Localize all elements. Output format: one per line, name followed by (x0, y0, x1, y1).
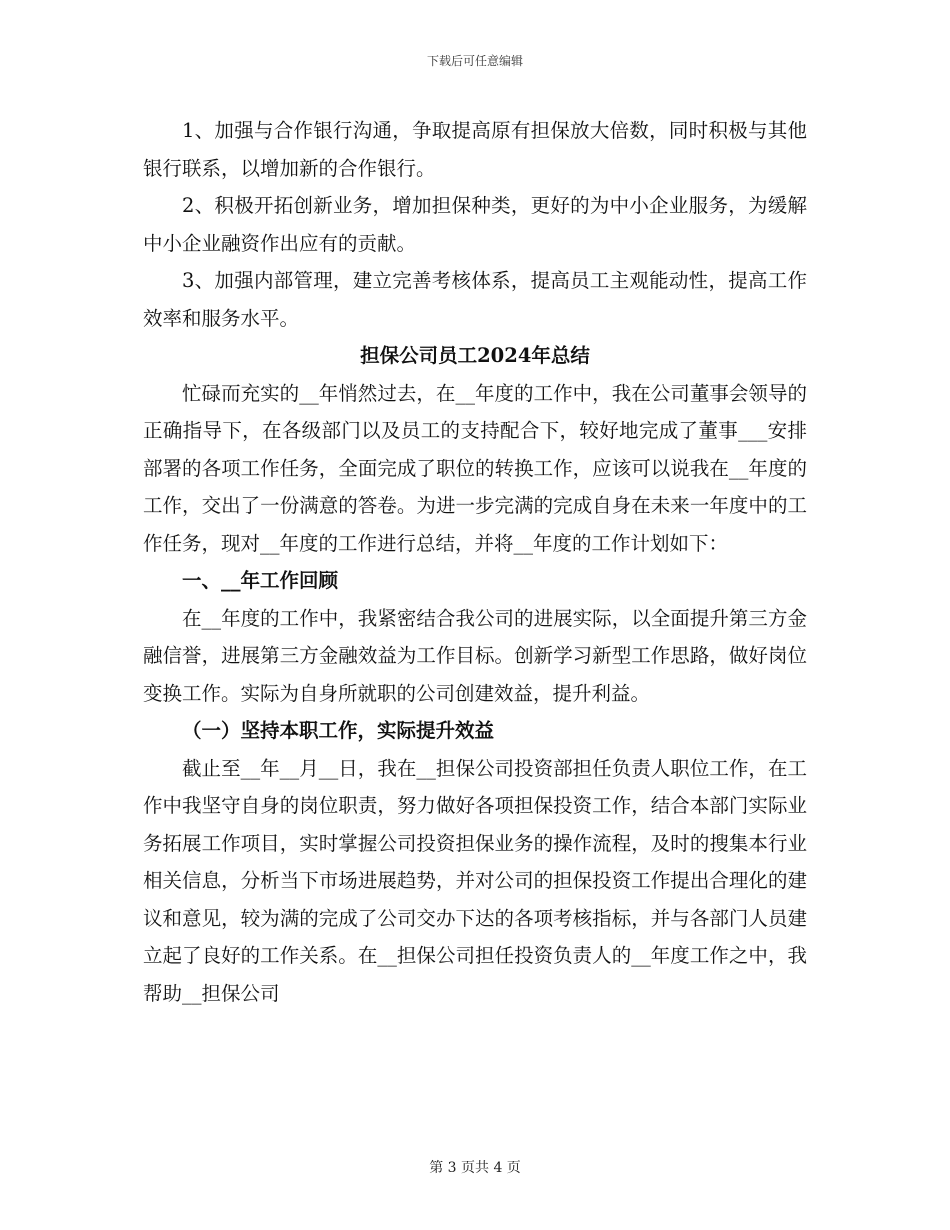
paragraph-item-1: 1、加强与合作银行沟通，争取提高原有担保放大倍数，同时积极与其他银行联系，以增加新的合作银行。 (143, 119, 807, 180)
section-title: 担保公司员工2024年总结 (360, 344, 590, 367)
paragraph-item-2: 2、积极开拓创新业务，增加担保种类，更好的为中小企业服务，为缓解中小企业融资作出应有的贡献。 (143, 194, 807, 255)
page-header: 下载后可任意编辑 (426, 54, 523, 68)
heading-subsection-1: （一）坚持本职工作，实际提升效益 (182, 719, 495, 742)
paragraph-intro: 忙碌而充实的__年悄然过去，在__年度的工作中，我在公司董事会领导的正确指导下，在各级部门以及员工的支持配合下，较好地完成了董事___安排部署的各项工作任务，全面完成了职位的转换工作，应该可以说我在__年度的工作，交出了一份满意的答卷。为进一步完满的完成自身在未来一年度中的工作任务，现对__年度的工作进行总结，并将__年度的工作计划如下： (143, 381, 807, 555)
paragraph-subsection-1: 截止至__年__月__日，我在__担保公司投资部担任负责人职位工作，在工作中我坚守自身的岗位职责，努力做好各项担保投资工作，结合本部门实际业务拓展工作项目，实时掌握公司投资担保业务的操作流程，及时的搜集本行业相关信息，分析当下市场进展趋势，并对公司的担保投资工作提出合理化的建议和意见，较为满的完成了公司交办下达的各项考核指标，并与各部门人员建立起了良好的工作关系。在__担保公司担任投资负责人的__年度工作之中，我帮助__担保公司 (143, 756, 807, 1005)
document-body (143, 112, 807, 1012)
paragraph-item-3: 3、加强内部管理，建立完善考核体系，提高员工主观能动性，提高工作效率和服务水平。 (143, 269, 807, 330)
heading-review: 一、__年工作回顾 (182, 569, 339, 592)
page-footer: 第 3 页共 4 页 (429, 1160, 521, 1176)
paragraph-review: 在__年度的工作中，我紧密结合我公司的进展实际，以全面提升第三方金融信誉，进展第三方金融效益为工作目标。创新学习新型工作思路，做好岗位变换工作。实际为自身所就职的公司创建效益，提升利益。 (143, 606, 807, 705)
